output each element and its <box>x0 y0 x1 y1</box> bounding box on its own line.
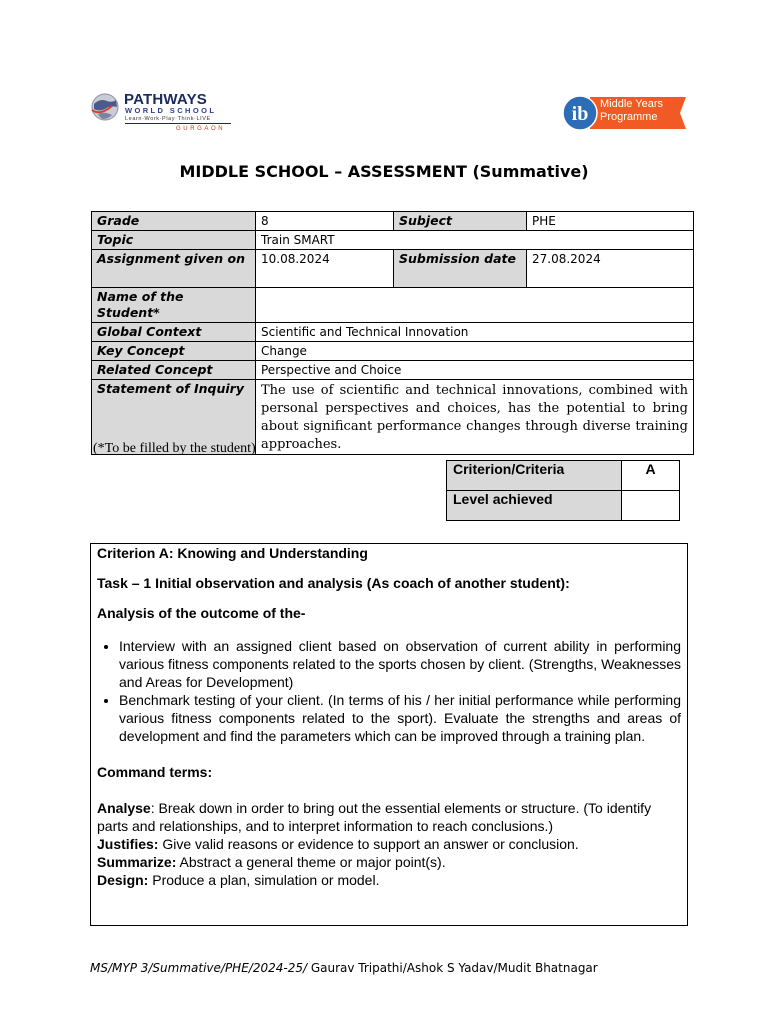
command-terms-heading: Command terms: <box>97 764 213 780</box>
table-row <box>92 231 694 250</box>
table-row <box>92 288 694 323</box>
level-label: Level achieved <box>447 491 622 521</box>
student-name-field[interactable] <box>256 288 694 323</box>
table-row <box>92 250 694 288</box>
grade-label: Grade <box>92 212 256 231</box>
topic-value: Train SMART <box>256 231 694 250</box>
term-name: Summarize: <box>97 854 177 870</box>
analysis-heading: Analysis of the outcome of the- <box>97 605 306 621</box>
inquiry-value: The use of scientific and technical innovations, combined with personal perspectives and choices, has the potential to bring about significant performance changes through diverse training approaches. <box>256 380 694 455</box>
school-name: PATHWAYS <box>124 91 208 108</box>
term-definition: Produce a plan, simulation or model. <box>152 872 380 888</box>
term-definition: Break down in order to bring out the essential elements or structure. (To identify parts and relationships, and to interpret information to reach conclusions.) <box>97 800 652 834</box>
inquiry-label: Statement of Inquiry <box>92 380 256 455</box>
list-item: • Interview with an assigned client based on observation of current ability in performing various fitness components related to the sports chosen by client. (Strengths, Weaknesses and Areas for Development) <box>119 637 681 691</box>
page-title: MIDDLE SCHOOL – ASSESSMENT (Summative) <box>179 162 589 181</box>
school-city: GURGAON <box>176 126 226 132</box>
assessment-info-table <box>91 211 694 455</box>
term-definition: Abstract a general theme or major point(s). <box>179 854 446 870</box>
command-term-item <box>97 799 681 835</box>
related-concept-value: Perspective and Choice <box>256 361 694 380</box>
term-separator: : <box>150 800 159 816</box>
criterion-table <box>446 460 680 521</box>
command-term-item <box>97 871 681 889</box>
submission-label: Submission date <box>394 250 527 288</box>
table-row <box>92 361 694 380</box>
related-concept-label: Related Concept <box>92 361 256 380</box>
table-row <box>447 491 680 521</box>
task-box <box>90 543 688 926</box>
term-name: Analyse <box>97 800 151 816</box>
subject-value: PHE <box>527 212 694 231</box>
student-name-label: Name of the Student* <box>92 288 256 323</box>
given-value: 10.08.2024 <box>256 250 394 288</box>
command-term-item <box>97 835 681 853</box>
list-item: • Benchmark testing of your client. (In terms of his / her initial performance while performing various fitness components related to the sport). Evaluate the strengths and areas of development and find the parameters which can be improved through a training plan. <box>119 691 681 745</box>
submission-value: 27.08.2024 <box>527 250 694 288</box>
term-name: Design: <box>97 872 149 888</box>
ib-mark-text: ib <box>571 103 589 125</box>
criterion-heading: Criterion A: Knowing and Understanding <box>97 545 368 561</box>
command-terms-list <box>97 799 681 889</box>
ib-line1: Middle Years <box>600 98 663 110</box>
given-label: Assignment given on <box>92 250 256 288</box>
school-tagline: Learn·Work·Play·Think·LIVE <box>125 116 211 122</box>
command-term-item <box>97 853 681 871</box>
globe-icon <box>90 92 120 122</box>
table-row <box>92 342 694 361</box>
logo-divider <box>125 123 231 124</box>
footer-authors: Gaurav Tripathi/Ashok S Yadav/Mudit Bhatnagar <box>307 961 598 975</box>
school-subname: WORLD SCHOOL <box>125 106 217 115</box>
ib-programme-text <box>600 98 663 124</box>
table-row <box>92 323 694 342</box>
footer-code: MS/MYP 3/Summative/PHE/2024-25/ <box>90 961 308 975</box>
key-concept-value: Change <box>256 342 694 361</box>
task-bullet-list <box>97 637 681 745</box>
topic-label: Topic <box>92 231 256 250</box>
table-row <box>447 461 680 491</box>
global-context-label: Global Context <box>92 323 256 342</box>
ib-myp-logo <box>562 95 688 133</box>
criteria-value: A <box>622 461 680 491</box>
level-value[interactable] <box>622 491 680 521</box>
term-name: Justifies: <box>97 836 159 852</box>
table-row <box>92 212 694 231</box>
criteria-label: Criterion/Criteria <box>447 461 622 491</box>
page-footer <box>90 961 598 975</box>
pathways-logo <box>90 90 235 138</box>
global-context-value: Scientific and Technical Innovation <box>256 323 694 342</box>
ib-icon <box>562 95 598 131</box>
grade-value: 8 <box>256 212 394 231</box>
key-concept-label: Key Concept <box>92 342 256 361</box>
term-definition: Give valid reasons or evidence to support an answer or conclusion. <box>162 836 579 852</box>
fill-note: (*To be filled by the student) <box>93 441 256 456</box>
subject-label: Subject <box>394 212 527 231</box>
ib-line2: Programme <box>600 111 658 123</box>
task-heading: Task – 1 Initial observation and analysis (As coach of another student): <box>97 575 570 591</box>
